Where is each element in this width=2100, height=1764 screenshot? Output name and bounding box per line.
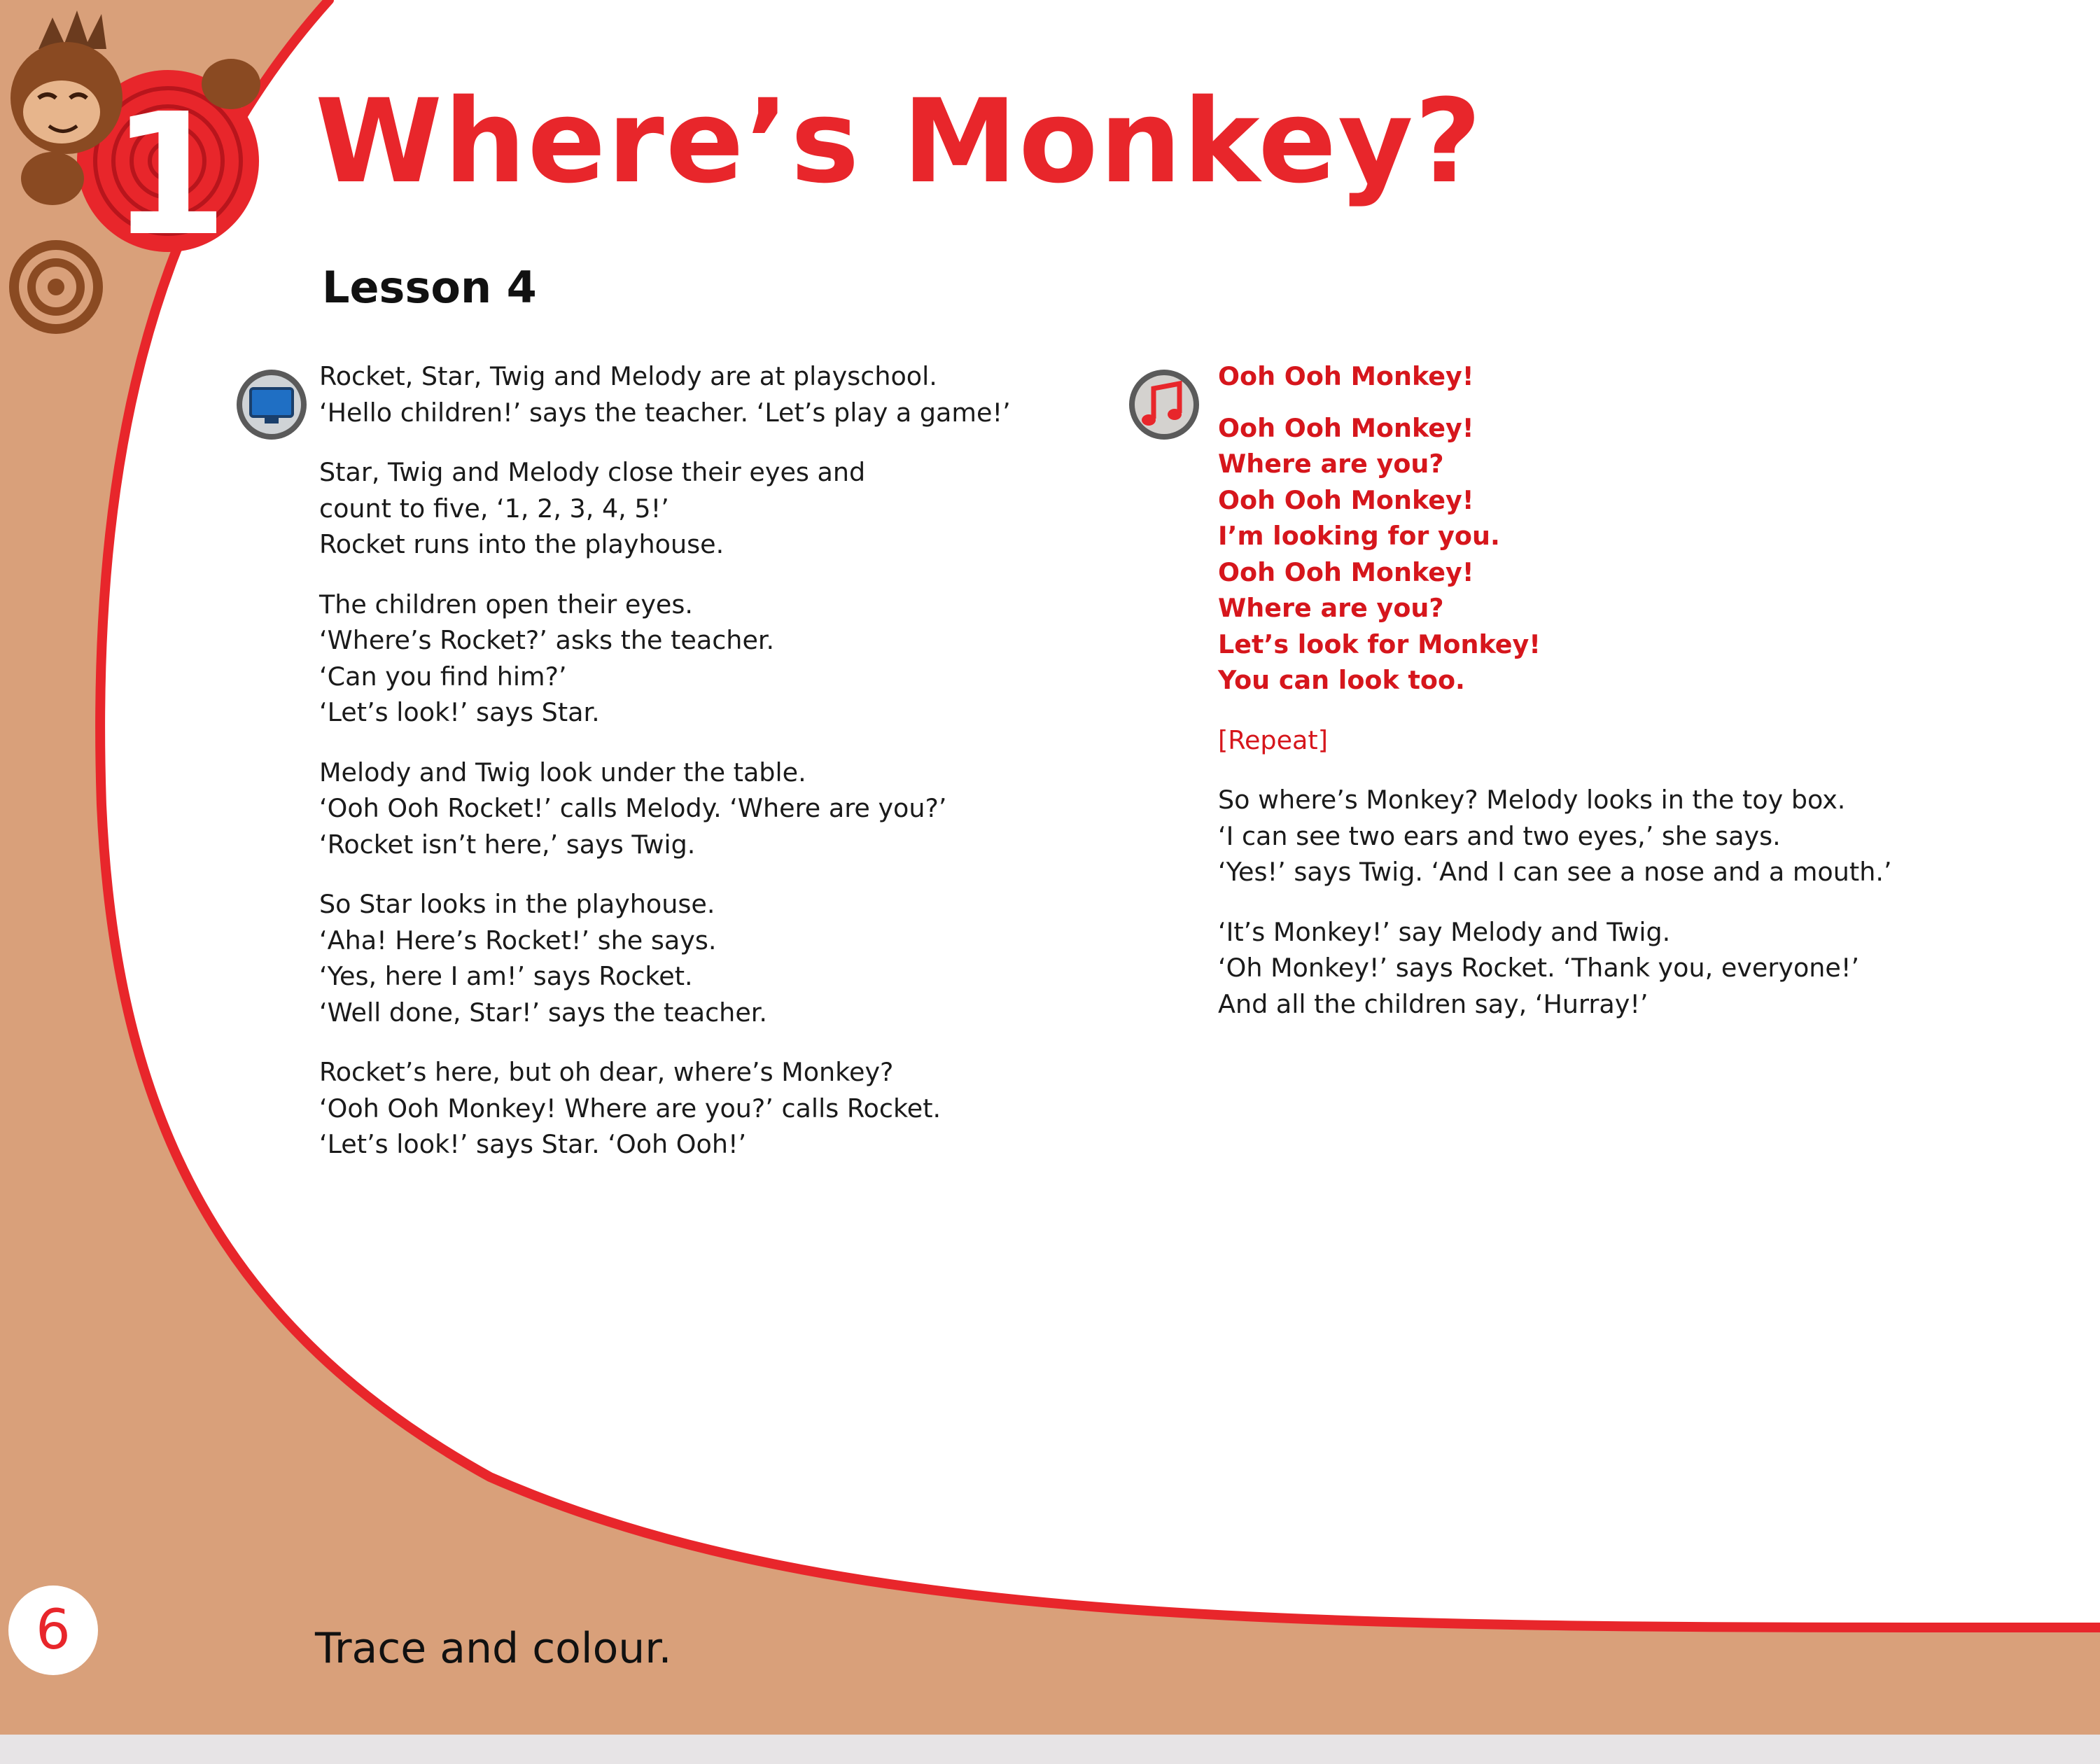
music-note-icon[interactable] <box>1129 370 1199 440</box>
story-line: ‘Ooh Ooh Monkey! Where are you?’ calls Rocket. <box>319 1093 941 1124</box>
music-icon-head-1 <box>1142 414 1156 426</box>
story-line: So Star looks in the playhouse. <box>319 889 715 919</box>
lesson-heading: Lesson 4 <box>322 262 537 313</box>
story-line: ‘Ooh Ooh Rocket!’ calls Melody. ‘Where are you?’ <box>319 793 947 823</box>
song-line: Where are you? <box>1218 449 1444 479</box>
story-line: ‘Let’s look!’ says Star. <box>319 697 600 727</box>
story-right-column <box>1218 358 2065 1046</box>
story-paragraph <box>319 587 1075 731</box>
page-title: Where’s Monkey? <box>315 74 1483 209</box>
story-line: ‘Where’s Rocket?’ asks the teacher. <box>319 625 775 655</box>
unit-number: 1 <box>111 77 228 273</box>
story-line: ‘Hello children!’ says the teacher. ‘Let’s play a game!’ <box>319 397 1011 428</box>
song-line: Ooh Ooh Monkey! <box>1218 412 1474 443</box>
screen-icon-stand <box>265 418 279 424</box>
story-left-column <box>319 358 1075 1186</box>
song-line: Ooh Ooh Monkey! <box>1218 556 1474 587</box>
story-line: ‘Rocket isn’t here,’ says Twig. <box>319 829 696 860</box>
music-icon-head-2 <box>1168 409 1182 420</box>
story-line: Rocket, Star, Twig and Melody are at playschool. <box>319 361 937 391</box>
story-paragraph <box>1218 782 2065 890</box>
song-repeat-paragraph <box>1218 722 2065 759</box>
song-title: Ooh Ooh Monkey! <box>1218 361 1474 391</box>
story-paragraph <box>319 454 1075 563</box>
song-line: Ooh Ooh Monkey! <box>1218 484 1474 515</box>
story-line: ‘Let’s look!’ says Star. ‘Ooh Ooh!’ <box>319 1129 747 1159</box>
story-line: Rocket runs into the playhouse. <box>319 529 724 559</box>
song-line: I’m looking for you. <box>1218 521 1500 551</box>
page-number: 6 <box>8 1586 98 1675</box>
story-line: Rocket’s here, but oh dear, where’s Monkey? <box>319 1057 894 1087</box>
story-paragraph <box>1218 914 2065 1023</box>
activity-instruction: Trace and colour. <box>315 1624 672 1673</box>
story-paragraph <box>319 1054 1075 1163</box>
story-paragraph <box>319 886 1075 1030</box>
screen-icon[interactable] <box>237 370 307 440</box>
story-line: count to five, ‘1, 2, 3, 4, 5!’ <box>319 493 669 524</box>
story-line: ‘I can see two ears and two eyes,’ she says. <box>1218 820 1781 851</box>
song-repeat: [Repeat] <box>1218 724 1328 755</box>
music-icon-inner <box>1135 375 1194 434</box>
story-line: ‘Oh Monkey!’ says Rocket. ‘Thank you, everyone!’ <box>1218 953 1860 983</box>
bottom-strip <box>0 1735 2100 1764</box>
story-line: ‘Yes!’ says Twig. ‘And I can see a nose and a mouth.’ <box>1218 857 1892 887</box>
story-line: Melody and Twig look under the table. <box>319 757 806 788</box>
story-line: Star, Twig and Melody close their eyes and <box>319 457 866 487</box>
story-paragraph <box>319 358 1075 430</box>
song-line: You can look too. <box>1218 665 1465 695</box>
story-line: And all the children say, ‘Hurray!’ <box>1218 988 1648 1019</box>
song-line: Let’s look for Monkey! <box>1218 629 1541 659</box>
monkey-tail-3 <box>48 279 64 295</box>
story-line: ‘Aha! Here’s Rocket!’ she says. <box>319 925 717 955</box>
song-block <box>1218 358 2065 758</box>
song-verse <box>1218 410 2065 699</box>
song-line: Where are you? <box>1218 593 1444 623</box>
story-paragraph <box>319 755 1075 863</box>
story-line: ‘Can you find him?’ <box>319 661 567 692</box>
story-line: ‘Yes, here I am!’ says Rocket. <box>319 961 693 991</box>
story-line: The children open their eyes. <box>319 589 694 620</box>
story-line: So where’s Monkey? Melody looks in the toy box. <box>1218 785 1846 815</box>
story-line: ‘Well done, Star!’ says the teacher. <box>319 997 768 1028</box>
screen-icon-monitor <box>251 388 293 416</box>
story-line: ‘It’s Monkey!’ say Melody and Twig. <box>1218 916 1671 947</box>
